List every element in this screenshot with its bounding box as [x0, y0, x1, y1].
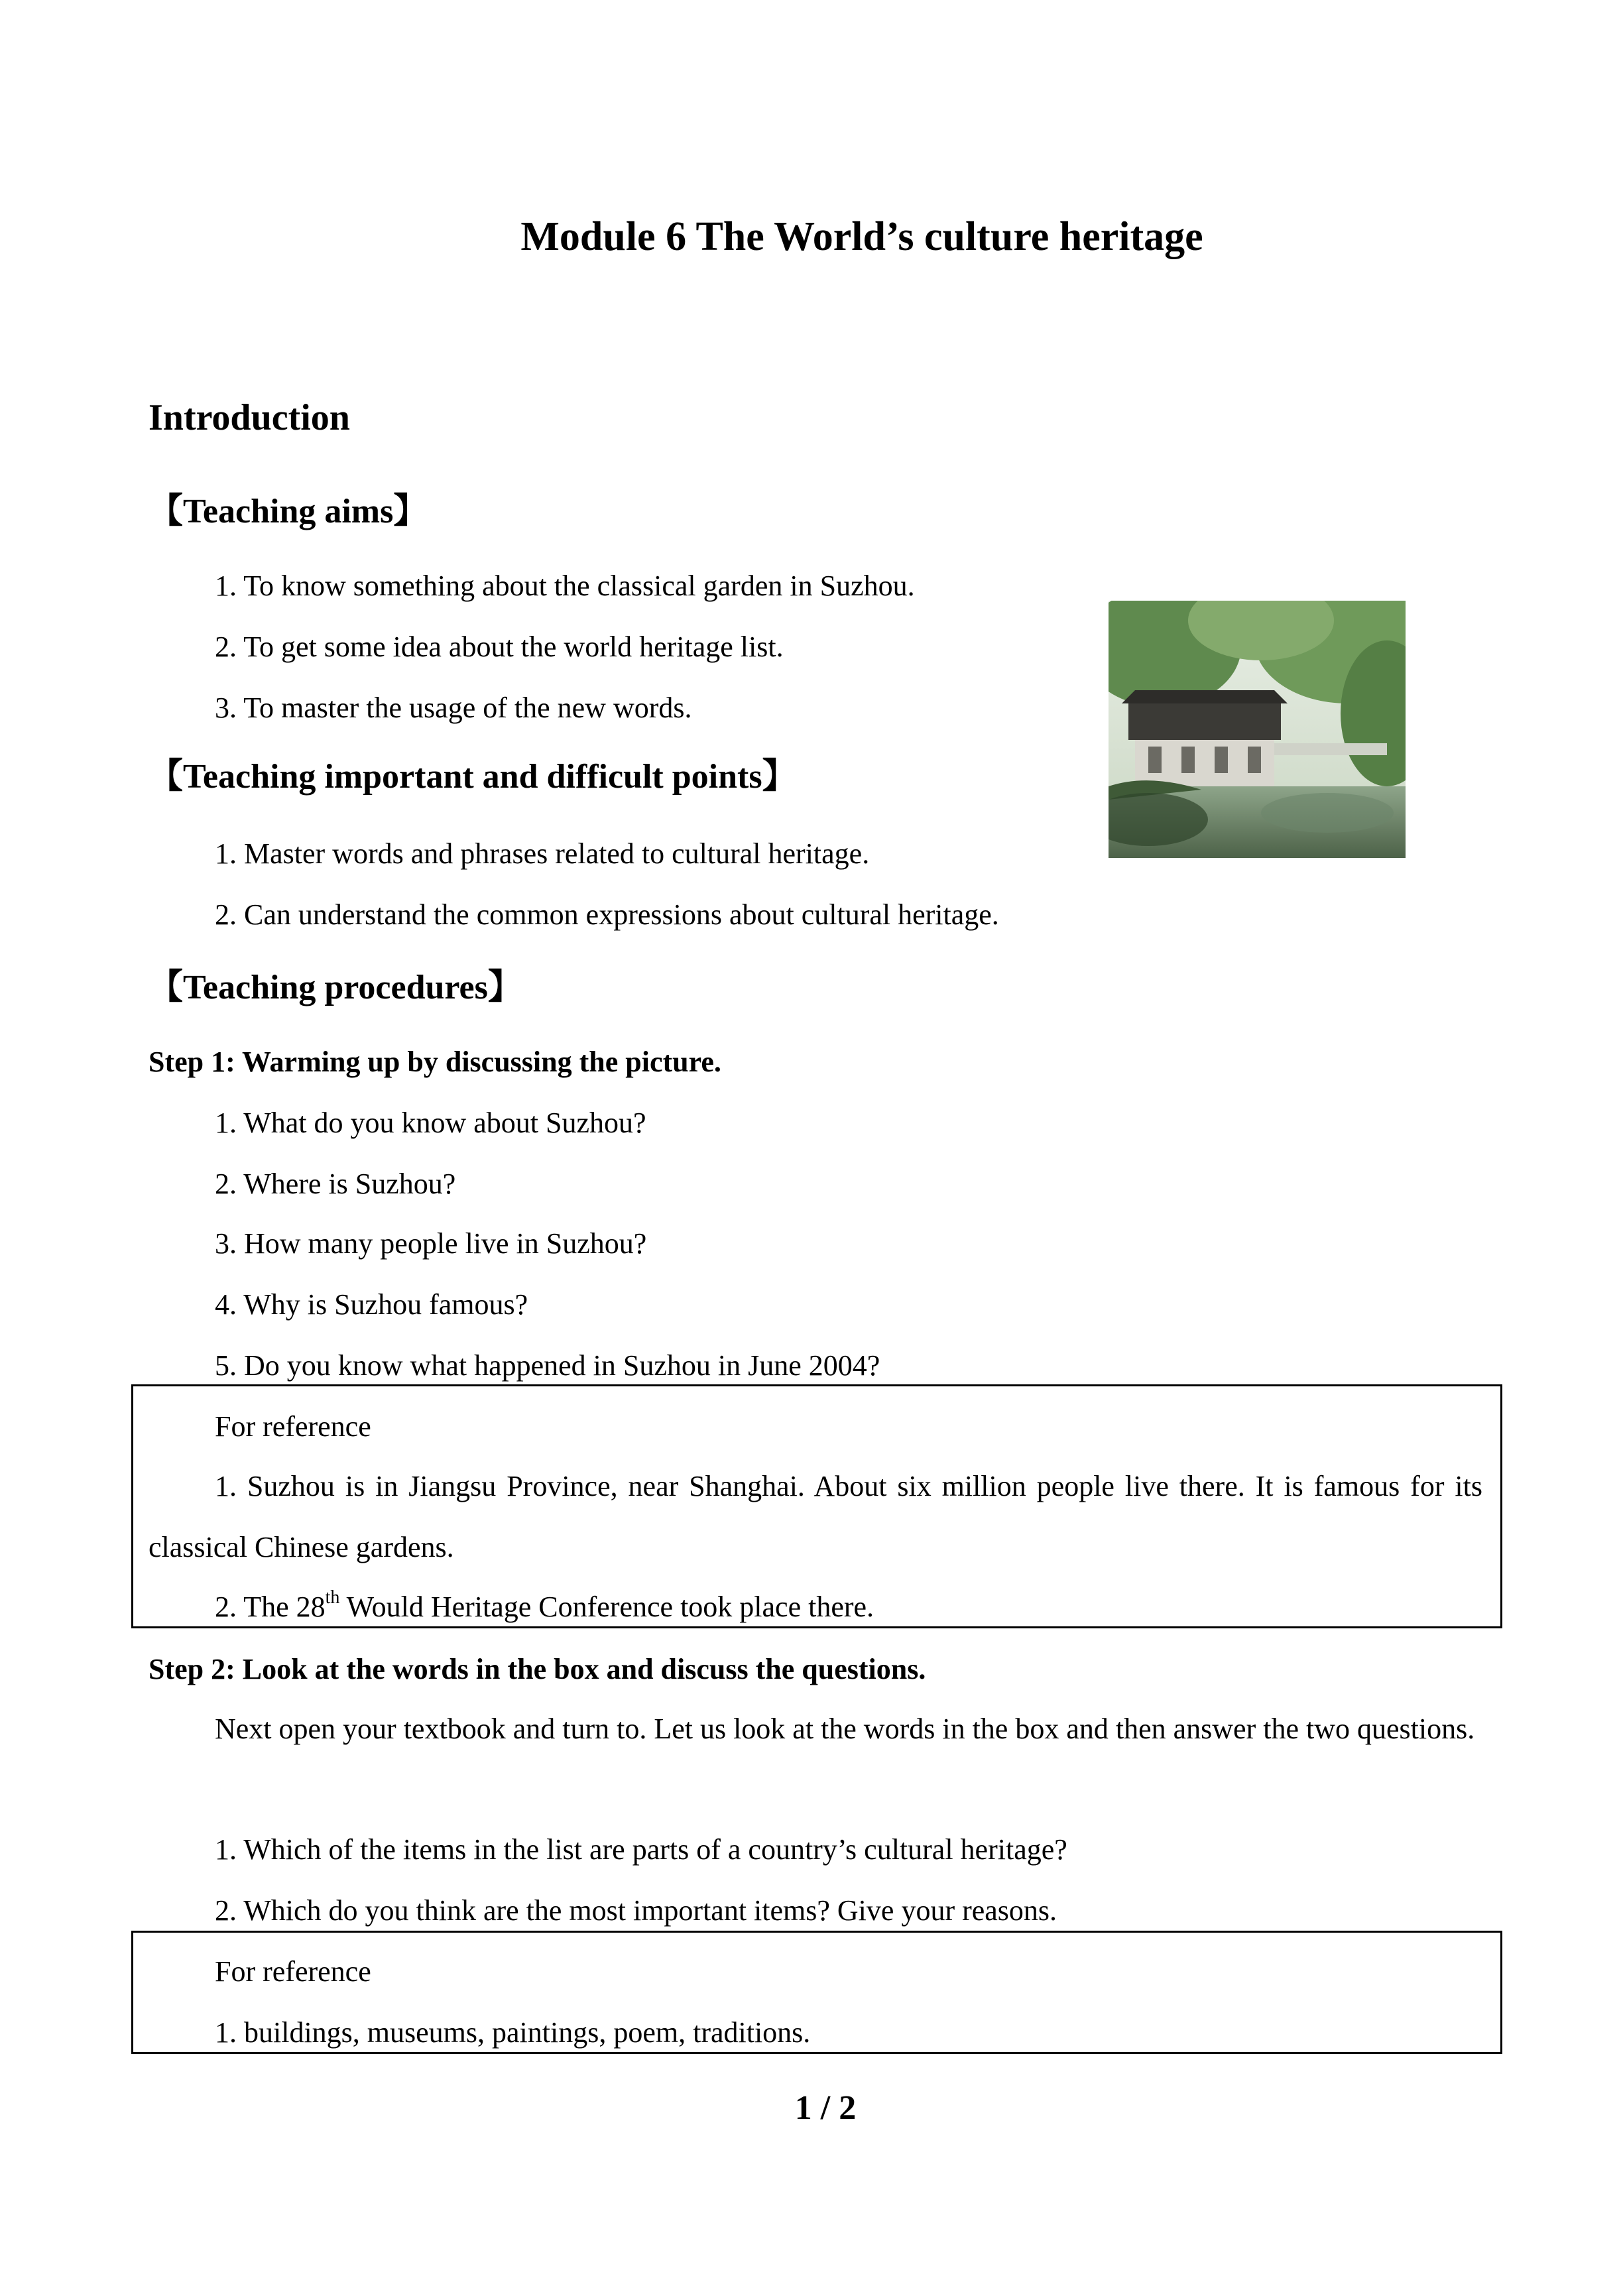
reference-answer: 1. buildings, museums, paintings, poem, traditions. [215, 2016, 811, 2049]
step2-question: 2. Which do you think are the most important items? Give your reasons. [215, 1894, 1057, 1927]
step1-question: 5. Do you know what happened in Suzhou in June 2004? [215, 1349, 880, 1382]
heading-teaching-aims: 【Teaching aims】 [149, 493, 428, 530]
page-number: 1 / 2 [794, 2089, 857, 2127]
step1-question: 4. Why is Suzhou famous? [215, 1288, 528, 1321]
suzhou-garden-photo [1109, 601, 1406, 858]
reference-answer: 2. The 28th Would Heritage Conference took place there. [215, 1587, 874, 1623]
step2-title: Step 2: Look at the words in the box and discuss the questions. [149, 1653, 926, 1685]
section-introduction: Introduction [149, 397, 350, 438]
step1-title: Step 1: Warming up by discussing the picture. [149, 1046, 721, 1078]
reference-label: For reference [215, 1410, 371, 1443]
reference-answer: 1. Suzhou is in Jiangsu Province, near Shanghai. About six million people live there. It is famous for its classical Chinese gardens. [149, 1470, 1482, 1563]
heading-important-points: 【Teaching important and difficult points】 [149, 758, 797, 796]
aim-item: 2. To get some idea about the world heritage list. [215, 631, 784, 663]
point-item: 2. Can understand the common expressions about cultural heritage. [215, 898, 999, 931]
step1-question: 3. How many people live in Suzhou? [215, 1227, 647, 1260]
step2-question: 1. Which of the items in the list are parts of a country’s cultural heritage? [215, 1833, 1067, 1866]
step2-intro: Next open your textbook and turn to. Let us look at the words in the box and then answer the two questions. [215, 1713, 1475, 1745]
step1-question: 2. Where is Suzhou? [215, 1168, 456, 1200]
point-item: 1. Master words and phrases related to cultural heritage. [215, 837, 870, 870]
aim-item: 3. To master the usage of the new words. [215, 692, 692, 724]
aim-item: 1. To know something about the classical garden in Suzhou. [215, 570, 915, 602]
reference-label: For reference [215, 1955, 371, 1988]
page-title: Module 6 The World’s culture heritage [520, 214, 1203, 259]
step1-question: 1. What do you know about Suzhou? [215, 1107, 646, 1139]
heading-teaching-procedures: 【Teaching procedures】 [149, 969, 522, 1006]
